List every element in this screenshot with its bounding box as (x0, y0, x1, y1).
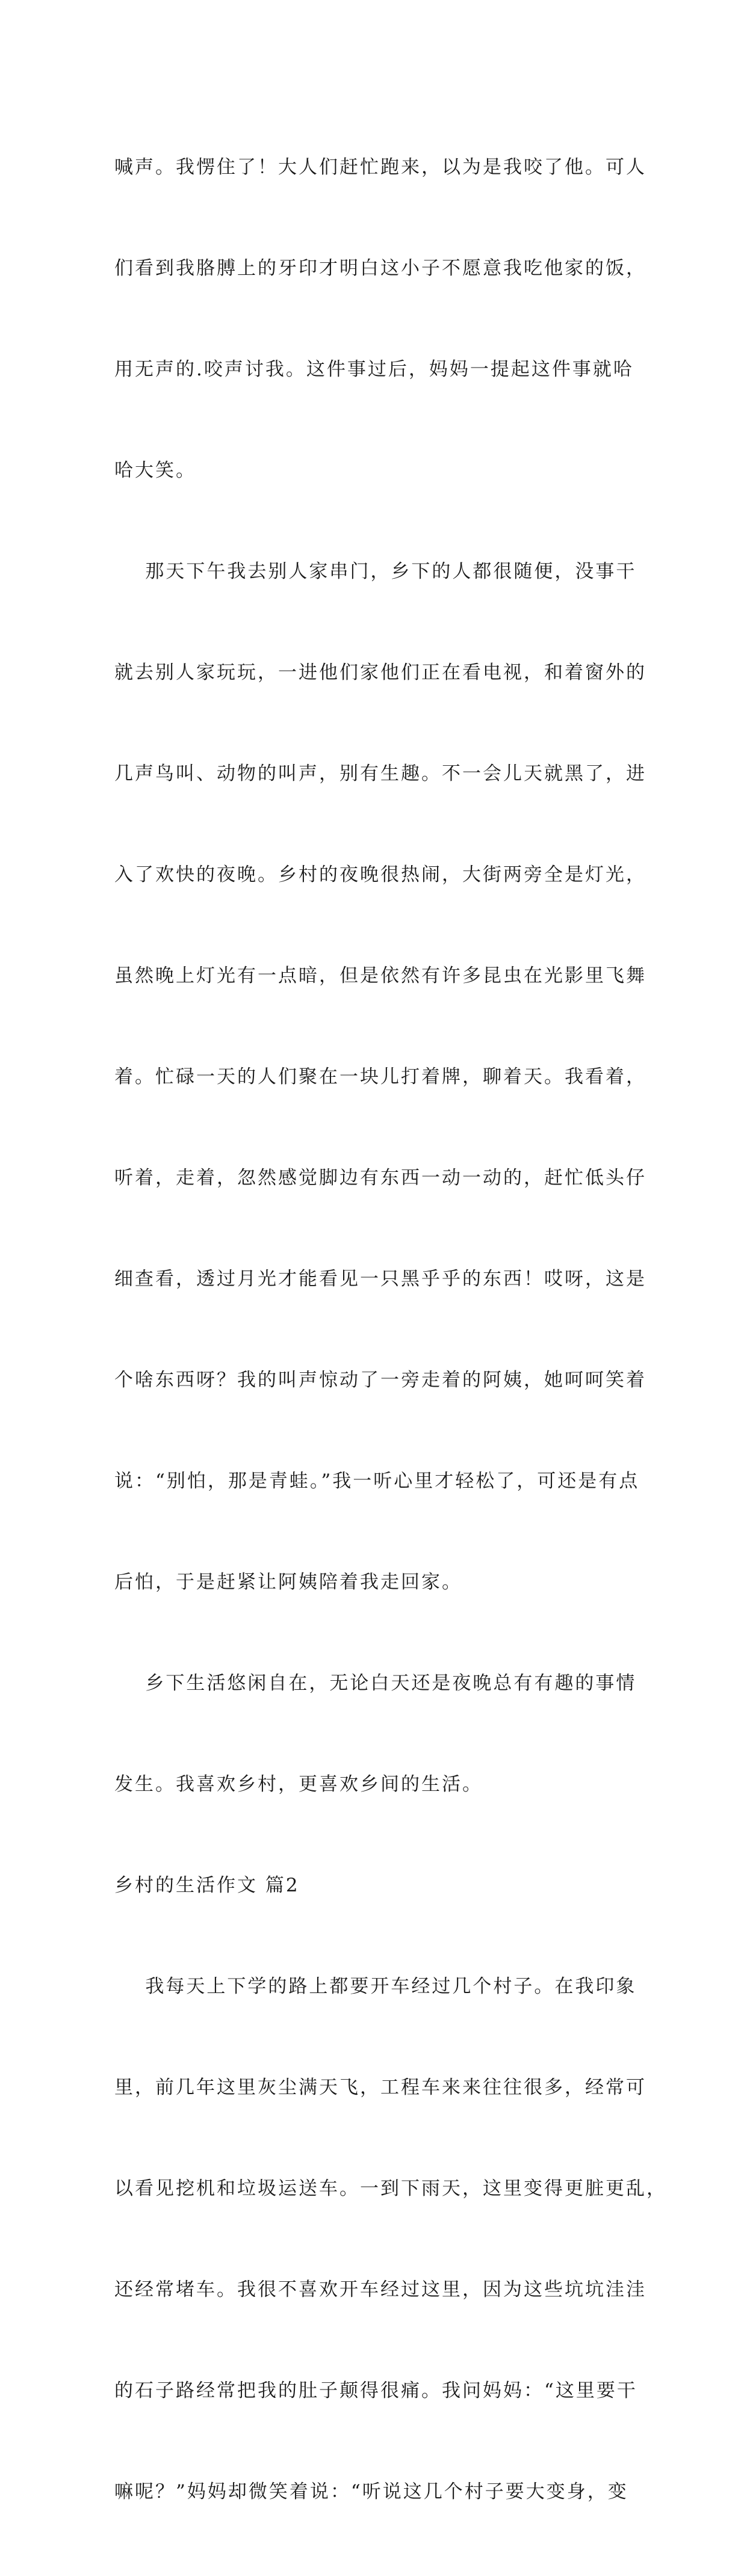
text-line: 的石子路经常把我的肚子颠得很痛。我问妈妈：“这里要干 (114, 2380, 637, 2402)
text-line: 就去别人家玩玩，一进他们家他们正在看电视，和着窗外的 (114, 662, 646, 683)
text-line: 里，前几年这里灰尘满天飞，工程车来来往往很多，经常可 (114, 2077, 646, 2098)
essay-body (114, 83, 667, 2576)
text-line: 细查看，透过月光才能看见一只黑乎乎的东西！哎呀，这是 (114, 1268, 646, 1290)
text-line: 们看到我胳膊上的牙印才明白这小子不愿意我吃他家的饭， (114, 257, 646, 279)
text-line: 说：“别怕，那是青蛙。”我一听心里才轻松了，可还是有点 (114, 1470, 640, 1492)
text-line: 用无声的.咬声讨我。这件事过后，妈妈一提起这件事就哈 (114, 359, 634, 380)
text-line: 虽然晚上灯光有一点暗，但是依然有许多昆虫在光影里飞舞 (114, 965, 646, 987)
text-line: 听着，走着，忽然感觉脚边有东西一动一动的，赶忙低头仔 (114, 1167, 646, 1189)
paragraph-start-line: 那天下午我去别人家串门，乡下的人都很随便，没事干 (114, 561, 637, 582)
text-line: 几声鸟叫、动物的叫声，别有生趣。不一会儿天就黑了，进 (114, 763, 646, 784)
text-line: 还经常堵车。我很不喜欢开车经过这里，因为这些坑坑洼洼 (114, 2279, 646, 2300)
section-heading: 乡村的生活作文 篇2 (114, 1875, 300, 1896)
text-line: 哈大笑。 (114, 460, 196, 481)
text-line: 着。忙碌一天的人们聚在一块儿打着牌，聊着天。我看着， (114, 1066, 646, 1088)
text-line: 嘛呢？”妈妈却微笑着说：“听说这几个村子要大变身，变 (114, 2481, 628, 2503)
paragraph-start-line: 乡下生活悠闲自在，无论白天还是夜晚总有有趣的事情 (114, 1672, 637, 1694)
text-line: 以看见挖机和垃圾运送车。一到下雨天，这里变得更脏更乱， (114, 2178, 667, 2199)
text-line: 后怕，于是赶紧让阿姨陪着我走回家。 (114, 1571, 462, 1593)
paragraph-start-line: 我每天上下学的路上都要开车经过几个村子。在我印象 (114, 1976, 637, 1997)
text-line: 发生。我喜欢乡村，更喜欢乡间的生活。 (114, 1773, 483, 1795)
text-line: 个啥东西呀？我的叫声惊动了一旁走着的阿姨，她呵呵笑着 (114, 1369, 646, 1391)
text-line: 入了欢快的夜晚。乡村的夜晚很热闹，大街两旁全是灯光， (114, 864, 646, 886)
text-line: 喊声。我愣住了！大人们赶忙跑来，以为是我咬了他。可人 (114, 156, 646, 178)
